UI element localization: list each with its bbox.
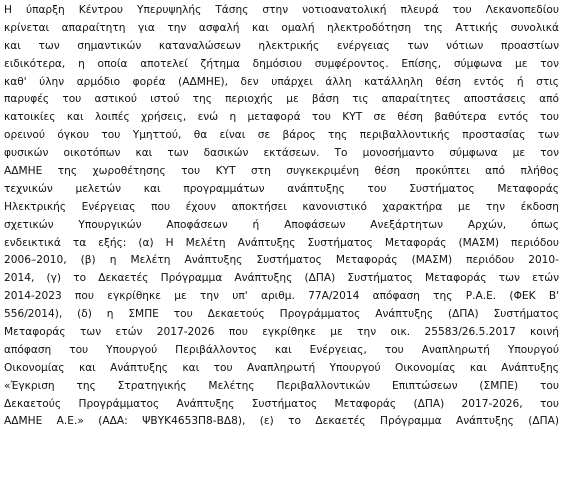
paragraph-line: ΑΔΜΗΕ της χωροθέτησης του ΚΥΤ στη συγκεκριμένη θέση προκύπτει από πλήθος: [4, 165, 559, 178]
paragraph-line: σχετικών Υπουργικών Αποφάσεων ή Αποφάσεων Ανεξάρτητων Αρχών, όπως: [4, 218, 559, 231]
paragraph-line: Ηλεκτρικής Ενέργειας που έχουν αποκτήσει κανονιστικό χαρακτήρα με την έκδοση: [4, 200, 559, 213]
paragraph-line: «Έγκριση της Στρατηγικής Μελέτης Περιβαλλοντικών Επιπτώσεων (ΣΜΠΕ) του: [4, 379, 559, 392]
paragraph-line: ορεινού όγκου του Υμηττού, θα είναι σε βάρος της περιβαλλοντικής προστασίας των: [4, 129, 559, 142]
paragraph-line: απόφαση του Υπουργού Περιβάλλοντος και Ενέργειας, του Αναπληρωτή Υπουργού: [4, 343, 559, 356]
paragraph-line: παρυφές του αστικού ιστού της περιοχής με βάση τις απαραίτητες αποστάσεις από: [4, 93, 559, 106]
paragraph-line: 2014, (γ) το Δεκαετές Πρόγραμμα Ανάπτυξης (ΔΠΑ) Συστήματος Μεταφοράς των ετών: [4, 272, 559, 285]
paragraph-line: ενδεικτικά τα εξής: (α) Η Μελέτη Ανάπτυξης Συστήματος Μεταφοράς (ΜΑΣΜ) περιόδου: [4, 236, 559, 249]
paragraph-line: 2006–2010, (β) η Μελέτη Ανάπτυξης Συστήματος Μεταφοράς (ΜΑΣΜ) περιόδου 2010-: [4, 254, 559, 267]
paragraph-line: 2014-2023 που εγκρίθηκε με την υπ' αριθμ. 77Α/2014 απόφαση της Ρ.Α.Ε. (ΦΕΚ Β': [4, 290, 559, 303]
paragraph-line: ειδικότερα, η οποία αποτελεί ζήτημα δημόσιου συμφέροντος. Επίσης, σύμφωνα με τον: [4, 57, 559, 70]
paragraph-line: κρίνεται απαραίτητη για την ασφαλή και ομαλή ηλεκτροδότηση της Αττικής συνολικά: [4, 21, 559, 34]
paragraph-line: και των σημαντικών καταναλώσεων ηλεκτρικής ενέργειας των νότιων προαστίων: [4, 39, 559, 52]
paragraph-line: Δεκαετούς Προγράμματος Ανάπτυξης Συστήματος Μεταφοράς (ΔΠΑ) 2017-2026, του: [4, 397, 559, 410]
paragraph-line: 556/2014), (δ) η ΣΜΠΕ του Δεκαετούς Προγράμματος Ανάπτυξης (ΔΠΑ) Συστήματος: [4, 308, 559, 321]
paragraph-line: καθ' ύλην αρμόδιο φορέα (ΑΔΜΗΕ), δεν υπάρχει άλλη κατάλληλη θέση εντός ή στις: [4, 75, 559, 88]
paragraph-line: Η ύπαρξη Κέντρου Υπερυψηλής Τάσης στην νοτιοανατολική πλευρά του Λεκανοπεδίου: [4, 4, 559, 16]
paragraph-line: κατοικίες και λοιπές χρήσεις, ενώ η μεταφορά του ΚΥΤ σε θέση βαθύτερα εντός του: [4, 111, 559, 124]
paragraph-line: Οικονομίας και Ανάπτυξης και του Αναπληρωτή Υπουργού Οικονομίας και Ανάπτυξης: [4, 361, 559, 374]
paragraph-line: ΑΔΜΗΕ Α.Ε.» (ΑΔΑ: ΨΒΥΚ4653Π8-ΒΔ8), (ε) το Δεκαετές Πρόγραμμα Ανάπτυξης (ΔΠΑ): [4, 415, 559, 428]
paragraph-line: φυσικών οικοτόπων και των δασικών εκτάσεων. Το μονοσήμαντο σύμφωνα με τον: [4, 147, 559, 160]
paragraph-line: Μεταφοράς των ετών 2017-2026 που εγκρίθηκε με την οικ. 25583/26.5.2017 κοινή: [4, 326, 559, 339]
paragraph-line: τεχνικών μελετών και προγραμμάτων ανάπτυξης του Συστήματος Μεταφοράς: [4, 182, 559, 195]
